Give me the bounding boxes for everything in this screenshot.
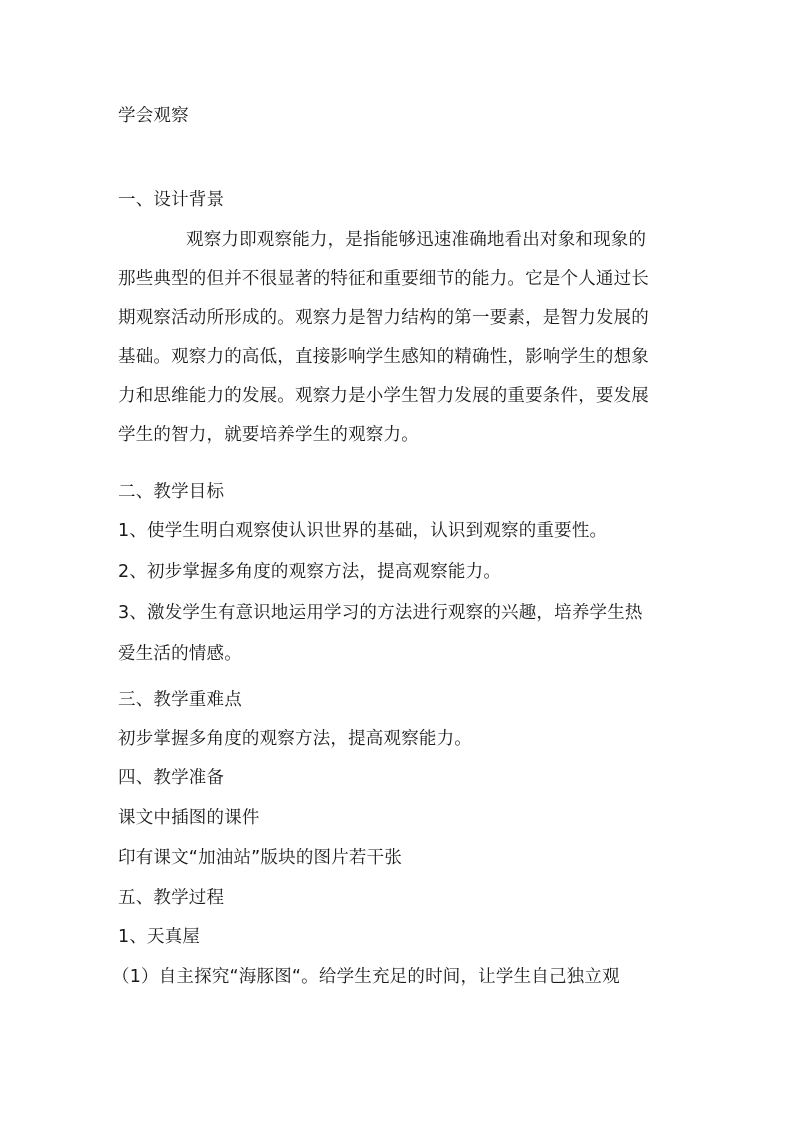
paragraph-line: 力和思维能力的发展。观察力是小学生智力发展的重要条件，要发展 bbox=[118, 386, 649, 406]
objective-item-continued: 爱生活的情感。 bbox=[118, 644, 242, 664]
objective-item: 2、初步掌握多角度的观察方法，提高观察能力。 bbox=[118, 562, 502, 582]
section-heading-process: 五、教学过程 bbox=[118, 888, 225, 908]
preparation-item: 印有课文“加油站”版块的图片若干张 bbox=[118, 848, 403, 868]
paragraph-line: 学生的智力，就要培养学生的观察力。 bbox=[118, 425, 419, 445]
paragraph-line: 基础。观察力的高低，直接影响学生感知的精确性，影响学生的想象 bbox=[118, 347, 649, 367]
objective-item: 1、使学生明白观察使认识世界的基础，认识到观察的重要性。 bbox=[118, 521, 608, 541]
section-heading-objectives: 二、教学目标 bbox=[118, 482, 225, 502]
paragraph-line: 观察力即观察能力，是指能够迅速准确地看出对象和现象的 bbox=[186, 230, 647, 250]
key-point-item: 初步掌握多角度的观察方法，提高观察能力。 bbox=[118, 729, 472, 749]
preparation-item: 课文中插图的课件 bbox=[118, 808, 260, 828]
document-title: 学会观察 bbox=[118, 106, 189, 126]
process-substep: （1）自主探究“海豚图“。给学生充足的时间，让学生自己独立观 bbox=[112, 967, 620, 987]
section-heading-preparation: 四、教学准备 bbox=[118, 768, 225, 788]
process-step: 1、天真屋 bbox=[118, 927, 201, 947]
objective-item: 3、激发学生有意识地运用学习的方法进行观察的兴趣，培养学生热 bbox=[118, 603, 643, 623]
section-heading-background: 一、设计背景 bbox=[118, 190, 225, 210]
section-heading-key-points: 三、教学重难点 bbox=[118, 690, 242, 710]
paragraph-line: 那些典型的但并不很显著的特征和重要细节的能力。它是个人通过长 bbox=[118, 269, 649, 289]
paragraph-line: 期观察活动所形成的。观察力是智力结构的第一要素，是智力发展的 bbox=[118, 308, 649, 328]
